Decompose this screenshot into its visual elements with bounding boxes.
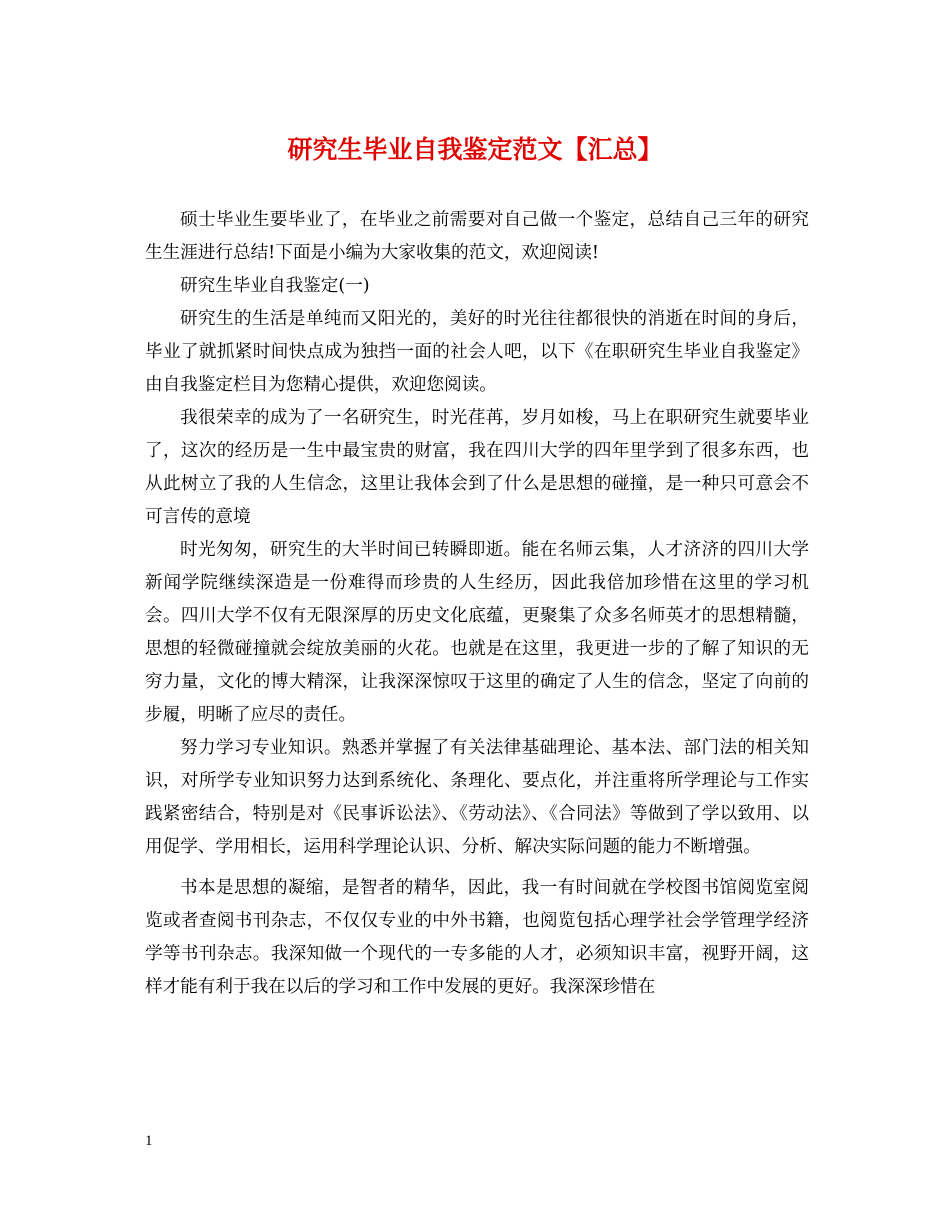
page-number: 1 xyxy=(145,1133,153,1149)
paragraph-intro: 硕士毕业生要毕业了，在毕业之前需要对自己做一个鉴定，总结自己三年的研究生生涯进行总结!下面是小编为大家收集的范文，欢迎阅读! xyxy=(145,210,809,263)
document-body xyxy=(145,204,809,1004)
section-heading: 研究生毕业自我鉴定(一) xyxy=(180,276,370,296)
paragraph: 时光匆匆，研究生的大半时间已转瞬即逝。能在名师云集，人才济济的四川大学新闻学院继续深造是一份难得而珍贵的人生经历，因此我倍加珍惜在这里的学习机会。四川大学不仅有无限深厚的历史文化底蕴，更聚集了众多名师英才的思想精髓，思想的轻微碰撞就会绽放美丽的火花。也就是在这里，我更进一步的了解了知识的无穷力量，文化的博大精深，让我深深惊叹于这里的确定了人生的信念，坚定了向前的步履，明晰了应尽的责任。 xyxy=(145,540,809,725)
document-title: 研究生毕业自我鉴定范文【汇总】 xyxy=(287,135,663,164)
paragraph: 努力学习专业知识。熟悉并掌握了有关法律基础理论、基本法、部门法的相关知识，对所学专业知识努力达到系统化、条理化、要点化，并注重将所学理论与工作实践紧密结合，特别是对《民事诉讼法》、《劳动法》、《合同法》等做到了学以致用、以用促学、学用相长，运用科学理论认识、分析、解决实际问题的能力不断增强。 xyxy=(145,738,809,857)
paragraph: 研究生的生活是单纯而又阳光的，美好的时光往往都很快的消逝在时间的身后，毕业了就抓紧时间快点成为独挡一面的社会人吧，以下《在职研究生毕业自我鉴定》由自我鉴定栏目为您精心提供，欢迎您阅读。 xyxy=(145,309,809,395)
paragraph: 书本是思想的凝缩，是智者的精华，因此，我一有时间就在学校图书馆阅览室阅览或者查阅书刊杂志，不仅仅专业的中外书籍，也阅览包括心理学社会学管理学经济学等书刊杂志。我深知做一个现代的一专多能的人才，必须知识丰富，视野开阔，这样才能有利于我在以后的学习和工作中发展的更好。我深深珍惜在 xyxy=(145,878,809,997)
paragraph: 我很荣幸的成为了一名研究生，时光荏苒，岁月如梭，马上在职研究生就要毕业了，这次的经历是一生中最宝贵的财富，我在四川大学的四年里学到了很多东西，也从此树立了我的人生信念，这里让我体会到了什么是思想的碰撞，是一种只可意会不可言传的意境 xyxy=(145,408,809,527)
